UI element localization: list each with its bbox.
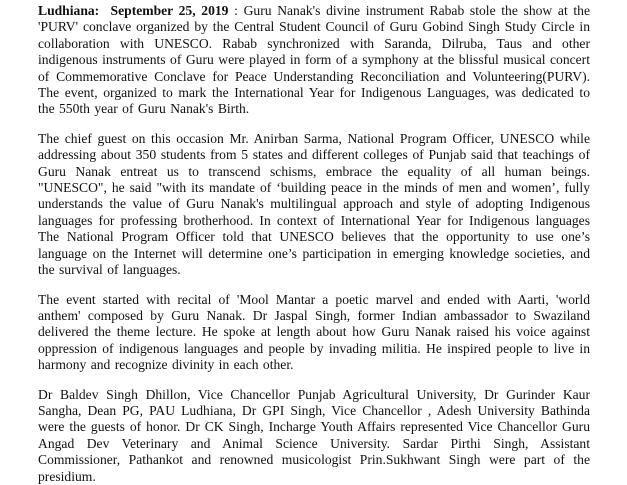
- dateline-bold: Ludhiana: September 25, 2019: [38, 3, 229, 18]
- paragraph-event-recital: The event started with recital of 'Mool Mantar a poetic marvel and ended with Aarti, 'world anthem' composed by Guru Nanak. Dr Jaspal Singh, former Indian ambassador to Swaziland delivered the theme lecture. He spoke at length about how Guru Nanak raised his voice against oppression of indigenous languages and people by invading militia. He inspired people to live in harmony and recognize divinity in each other.: [38, 291, 590, 373]
- paragraph-guests-of-honor: Dr Baldev Singh Dhillon, Vice Chancellor Punjab Agricultural University, Dr Gurinder Kaur Sangha, Dean PG, PAU Ludhiana, Dr GPI Singh, Vice Chancellor , Adesh University Bathinda were the guests of honor. Dr CK Singh, Incharge Youth Affairs represented Vice Chancellor Guru Angad Dev Veterinary and Animal Science University. Sardar Pirthi Singh, Assistant Commissioner, Pathankot and renowned musicologist Prin.Sukhwant Singh were part of the presidium.: [38, 386, 590, 484]
- paragraph-dateline-text: : Guru Nanak's divine instrument Rabab stole the show at the 'PURV' conclave organized by the Central Student Council of Guru Gobind Singh Study Circle in collaboration with UNESCO. Rabab synchronized with Saranda, Dilruba, Taus and other indigenous instruments of Guru were played in form of a symphony at the blissful musical concert of Commemorative Conclave for Peace Understanding Reconciliation and Volunteering(PURV). The event, organized to mark the International Year for Indigenous Languages, was dedicated to the 550th year of Guru Nanak's Birth.: [38, 3, 590, 117]
- paragraph-dateline: [38, 3, 590, 118]
- paragraph-chief-guest: The chief guest on this occasion Mr. Anirban Sarma, National Program Officer, UNESCO while addressing about 350 students from 5 states and different colleges of Punjab said that teachings of Guru Nanak entreat us to transcend schisms, embrace the equality of all human beings. "UNESCO", he said "with its mandate of ‘building peace in the minds of men and women’, fully understands the value of Guru Nanak's multilingual approach and style of adopting Indigenous languages for professing brotherhood. In context of International Year for Indigenous languages The National Program Officer told that UNESCO believes that the opportunity to use one’s language on the Internet will determine one’s participation in emerging knowledge societies, and the survival of languages.: [38, 130, 590, 278]
